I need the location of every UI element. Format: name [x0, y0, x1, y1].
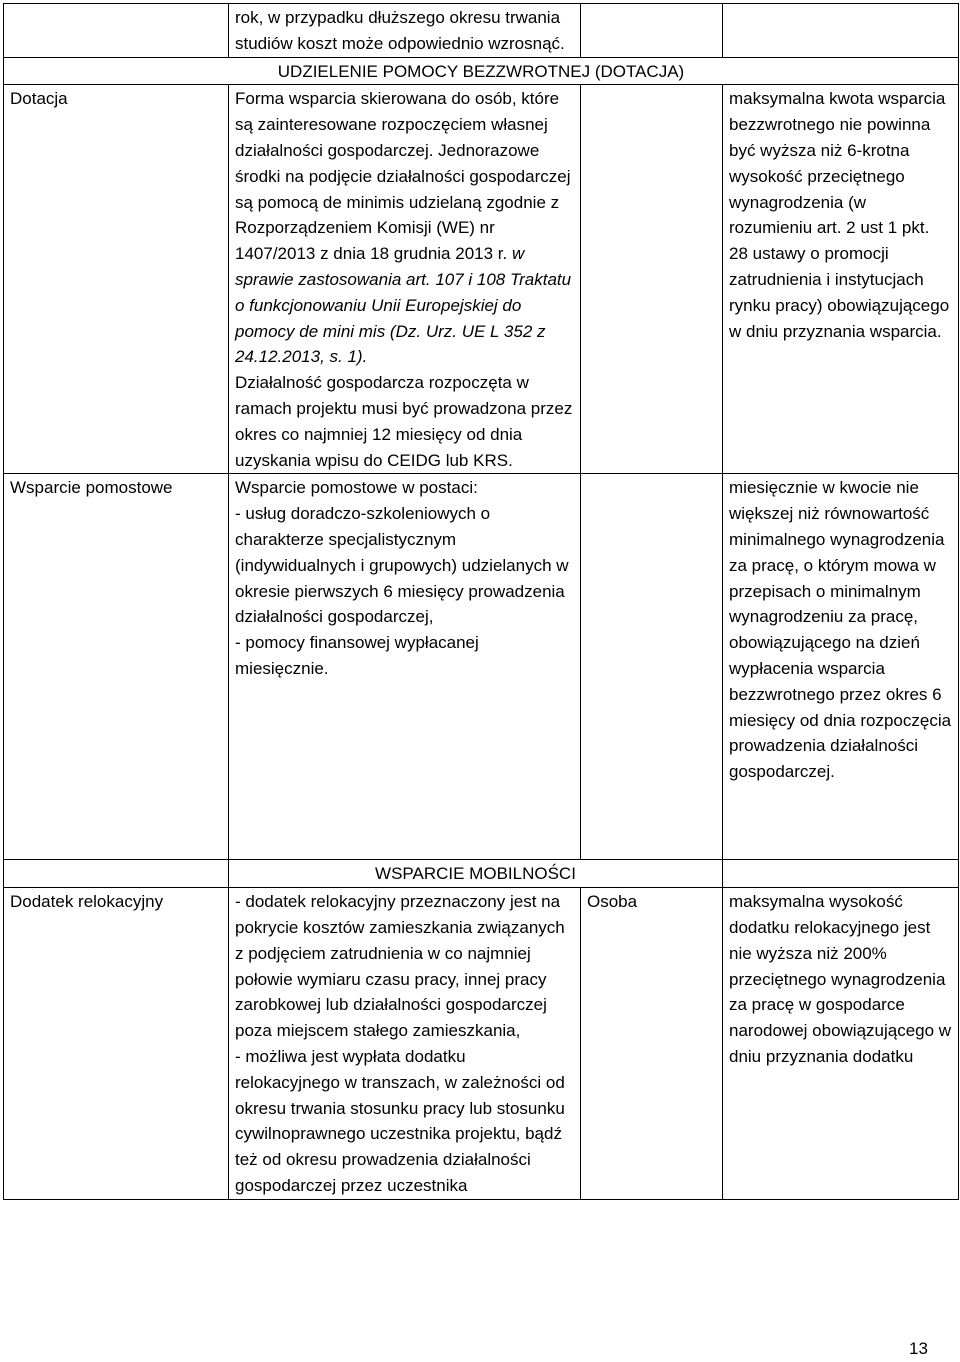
- table-row: [4, 474, 959, 860]
- description-list-item: - możliwa jest wypłata dodatku relokacyjnego w transzach, w zależności od okresu trwania stosunku pracy lub stosunku cywilnoprawnego uczestnika projektu, bądź też od okresu prowadzenia działalności gospodarczej przez uczestnika: [235, 1046, 565, 1195]
- amount-cell: miesięcznie w kwocie nie większej niż równowartość minimalnego wynagrodzenia za pracę, o którym mowa w przepisach o minimalnym wynagrodzeniu za pracę, obowiązującego na dzień wypłacenia wsparcia bezzwrotnego przez okres 6 miesięcy od dnia rozpoczęcia prowadzenia działalności gospodarczej.: [723, 474, 959, 860]
- description-cell: [229, 888, 581, 1200]
- recipient-cell: Osoba: [581, 888, 723, 1200]
- support-forms-table: [3, 3, 959, 1200]
- recipient-cell: [581, 474, 723, 860]
- description-text: [235, 86, 574, 370]
- table-row: [4, 888, 959, 1200]
- row-name-cell: Wsparcie pomostowe: [4, 474, 229, 860]
- description-part: Forma wsparcia skierowana do osób, które są zainteresowane rozpoczęciem własnej działalności gospodarczej. Jednorazowe środki na podjęcie działalności gospodarczej są pomocą de minimis udzielaną zgodnie z Rozporządzeniem Komisji (WE) nr 1407/2013 z dnia 18 grudnia 2013 r.: [235, 89, 571, 264]
- description-list-item: - dodatek relokacyjny przeznaczony jest na pokrycie kosztów zamieszkania związanych z podjęciem zatrudnienia w co najmniej połowie wymiaru czasu pracy, innej pracy zarobkowej lub działalności gospodarczej poza miejscem stałego zamieszkania,: [235, 892, 565, 1041]
- section-heading: UDZIELENIE POMOCY BEZZWROTNEJ (DOTACJA): [4, 57, 959, 85]
- description-cell: [229, 85, 581, 474]
- amount-cell: [723, 4, 959, 58]
- description-text: rok, w przypadku dłuższego okresu trwania studiów koszt może odpowiednio wzrosnąć.: [235, 8, 565, 53]
- description-cell: [229, 474, 581, 860]
- section-header-row: [4, 57, 959, 85]
- section-heading: WSPARCIE MOBILNOŚCI: [229, 860, 723, 888]
- amount-cell: [723, 860, 959, 888]
- recipient-cell: [581, 4, 723, 58]
- description-text: Wsparcie pomostowe w postaci:: [235, 478, 478, 498]
- row-name-cell: [4, 860, 229, 888]
- description-list-item: - usług doradczo-szkoleniowych o charakterze specjalistycznym (indywidualnych i grupowych) udzielanych w okresie pierwszych 6 miesięcy prowadzenia działalności gospodarczej,: [235, 504, 569, 627]
- description-cell: [229, 4, 581, 58]
- amount-cell: maksymalna kwota wsparcia bezzwrotnego nie powinna być wyższa niż 6-krotna wysokość przeciętnego wynagrodzenia (w rozumieniu art. 2 ust 1 pkt. 28 ustawy o promocji zatrudnienia i instytucjach rynku pracy) obowiązującego w dniu przyznania wsparcia.: [723, 85, 959, 474]
- recipient-cell: [581, 85, 723, 474]
- table-row: [4, 85, 959, 474]
- regulation-citation: w sprawie zastosowania art. 107 i 108 Traktatu o funkcjonowaniu Unii Europejskiej do pomocy de mini mis (Dz. Urz. UE L 352 z 24.12.2013, s. 1).: [235, 244, 572, 367]
- table-row: [4, 4, 959, 58]
- amount-cell: maksymalna wysokość dodatku relokacyjnego jest nie wyższa niż 200% przeciętnego wynagrodzenia za pracę w gospodarce narodowej obowiązującego w dniu przyznania dodatku: [723, 888, 959, 1200]
- row-name-cell: Dotacja: [4, 85, 229, 474]
- row-name-cell: Dodatek relokacyjny: [4, 888, 229, 1200]
- row-name-cell: [4, 4, 229, 58]
- description-list-item: - pomocy finansowej wypłacanej miesięcznie.: [235, 633, 479, 678]
- section-header-row: [4, 860, 959, 888]
- page-number: 13: [909, 1339, 928, 1358]
- description-text: Działalność gospodarcza rozpoczęta w ramach projektu musi być prowadzona przez okres co najmniej 12 miesięcy od dnia uzyskania wpisu do CEIDG lub KRS.: [235, 373, 573, 470]
